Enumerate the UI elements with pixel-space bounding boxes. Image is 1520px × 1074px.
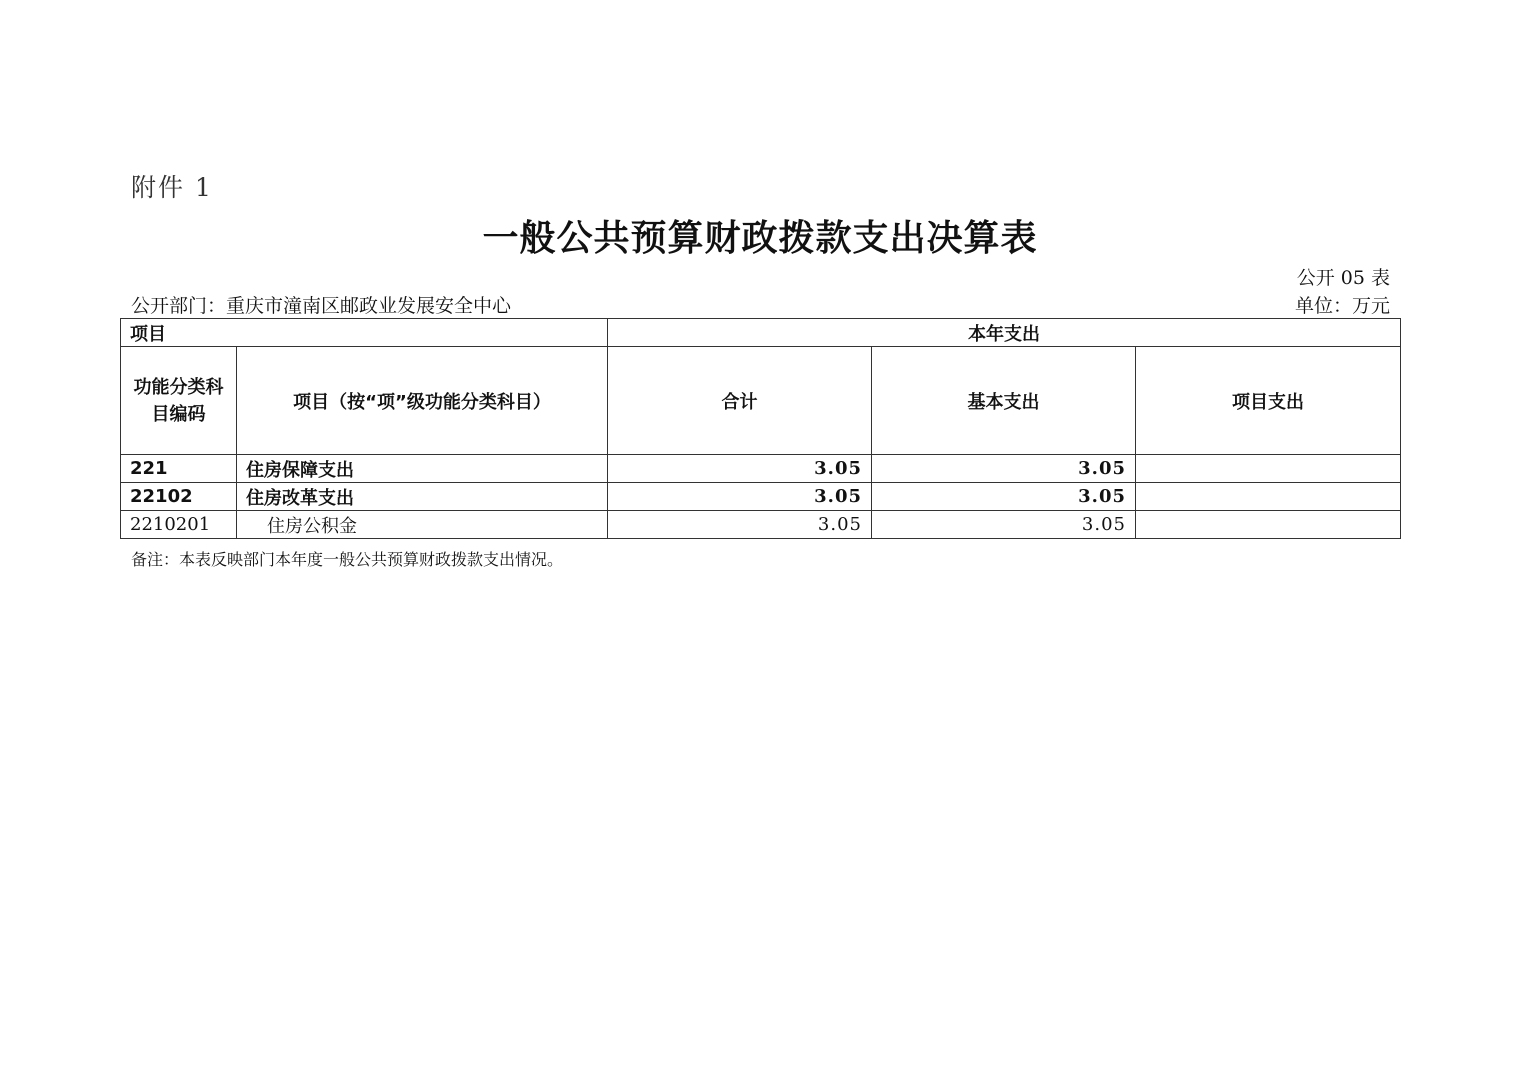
department-label: 公开部门：重庆市潼南区邮政业发展安全中心 — [131, 295, 512, 317]
table-row — [121, 511, 1401, 539]
document-title: 一般公共预算财政拨款支出决算表 — [482, 218, 1038, 259]
row-total-cell: 3.05 — [608, 511, 872, 539]
row-name-cell: 住房保障支出 — [237, 455, 608, 483]
header-project-cell: 项目支出 — [1136, 347, 1401, 455]
header-basic-cell: 基本支出 — [872, 347, 1136, 455]
budget-table — [120, 318, 1401, 539]
unit-label: 单位：万元 — [1294, 295, 1390, 317]
row-code-cell: 2210201 — [121, 511, 237, 539]
row-total-cell: 3.05 — [608, 455, 872, 483]
row-name-cell: 住房改革支出 — [237, 483, 608, 511]
table-row — [121, 455, 1401, 483]
row-code-cell: 22102 — [121, 483, 237, 511]
header-name-cell: 项目（按“项”级功能分类科目） — [237, 347, 608, 455]
row-basic-cell: 3.05 — [872, 483, 1136, 511]
table-header-row — [121, 319, 1401, 347]
header-current-year-cell: 本年支出 — [608, 319, 1401, 347]
row-basic-cell: 3.05 — [872, 511, 1136, 539]
table-note: 备注：本表反映部门本年度一般公共预算财政拨款支出情况。 — [131, 550, 564, 569]
header-total-cell: 合计 — [608, 347, 872, 455]
row-project-cell — [1136, 511, 1401, 539]
row-project-cell — [1136, 483, 1401, 511]
header-code-cell: 功能分类科目编码 — [121, 347, 237, 455]
row-code-cell: 221 — [121, 455, 237, 483]
attachment-label: 附件 1 — [131, 173, 213, 202]
table-number: 公开 05 表 — [1296, 267, 1390, 289]
table-subheader-row — [121, 347, 1401, 455]
row-total-cell: 3.05 — [608, 483, 872, 511]
table-row — [121, 483, 1401, 511]
row-project-cell — [1136, 455, 1401, 483]
row-name-cell: 住房公积金 — [237, 511, 608, 539]
row-basic-cell: 3.05 — [872, 455, 1136, 483]
header-item-cell: 项目 — [121, 319, 608, 347]
